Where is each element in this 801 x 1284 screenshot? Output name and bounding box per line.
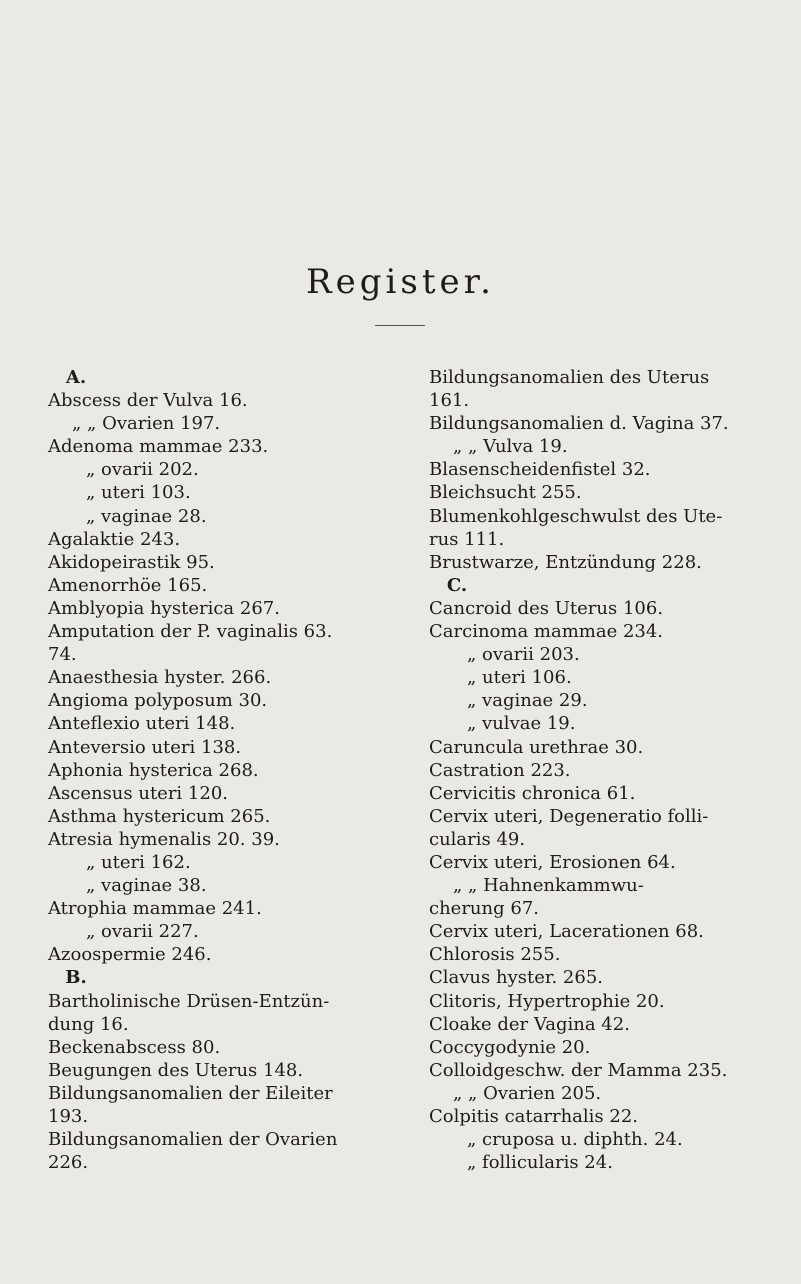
index-entry: „ „ Ovarien 205. — [453, 1082, 602, 1104]
index-entry: „ vulvae 19. — [467, 713, 576, 735]
index-entry: 74. — [48, 644, 77, 666]
index-entry: Cervicitis chronica 61. — [429, 782, 636, 804]
index-entry: cherung 67. — [429, 898, 539, 920]
index-entry: „ „ Vulva 19. — [453, 436, 568, 458]
index-entry: „ vaginae 38. — [86, 875, 207, 897]
index-entry: Blasenscheidenfistel 32. — [429, 459, 651, 481]
index-entry: Cancroid des Uterus 106. — [429, 597, 664, 619]
index-entry: Bildungsanomalien der Ovarien — [48, 1129, 338, 1151]
index-entry: „ ovarii 202. — [86, 459, 199, 481]
index-entry: Cervix uteri, Lacerationen 68. — [429, 921, 704, 943]
section-heading: A. — [65, 367, 87, 388]
index-entry: Cervix uteri, Erosionen 64. — [429, 851, 676, 873]
index-entry: „ uteri 162. — [86, 851, 191, 873]
index-entry: Beugungen des Uterus 148. — [48, 1059, 304, 1081]
index-entry: Anaesthesia hyster. 266. — [48, 667, 272, 689]
index-entry: Castration 223. — [429, 759, 571, 781]
index-entry: Clitoris, Hypertrophie 20. — [429, 990, 665, 1012]
index-entry: Bleichsucht 255. — [429, 482, 582, 504]
index-entry: „ uteri 103. — [86, 482, 191, 504]
index-entry: cularis 49. — [429, 828, 526, 850]
index-entry: „ ovarii 203. — [467, 644, 580, 666]
left-column — [48, 366, 398, 1174]
index-entry: Amputation der P. vaginalis 63. — [48, 621, 333, 643]
index-entry: Colpitis catarrhalis 22. — [429, 1106, 639, 1127]
index-entry: Asthma hystericum 265. — [48, 805, 271, 827]
index-entry: Colloidgeschw. der Mamma 235. — [429, 1059, 728, 1081]
index-entry: Blumenkohlgeschwulst des Ute- — [429, 505, 723, 527]
index-entry: „ „ Hahnenkammwu- — [453, 875, 644, 897]
index-entry: „ uteri 106. — [467, 667, 572, 689]
index-entry: rus 111. — [429, 528, 505, 550]
index-entry: Ascensus uteri 120. — [48, 782, 228, 804]
title-divider — [375, 325, 425, 326]
index-entry: Cloake der Vagina 42. — [429, 1013, 630, 1035]
index-entry: Abscess der Vulva 16. — [48, 390, 248, 412]
index-entry: „ „ Ovarien 197. — [72, 413, 221, 435]
index-entry: Coccygodynie 20. — [429, 1036, 591, 1058]
index-entry: Bildungsanomalien des Uterus — [429, 367, 710, 388]
index-entry: Akidopeirastik 95. — [48, 551, 215, 573]
index-entry: „ cruposa u. diphth. 24. — [467, 1129, 683, 1151]
index-entry: Caruncula urethrae 30. — [429, 736, 644, 758]
index-entry: Atresia hymenalis 20. 39. — [48, 828, 280, 850]
index-entry: „ follicularis 24. — [467, 1152, 613, 1174]
page-title: Register. — [306, 262, 495, 302]
index-entry: Adenoma mammae 233. — [48, 436, 269, 458]
right-column — [429, 366, 779, 1174]
index-entry: Azoospermie 246. — [48, 944, 212, 966]
index-entry: „ ovarii 227. — [86, 921, 199, 943]
index-entry: Cervix uteri, Degeneratio folli- — [429, 805, 709, 827]
index-entry: Chlorosis 255. — [429, 944, 561, 966]
index-entry: Bildungsanomalien d. Vagina 37. — [429, 413, 729, 435]
index-entry: Amblyopia hysterica 267. — [48, 597, 280, 619]
index-entry: „ vaginae 28. — [86, 505, 207, 527]
index-entry: Bildungsanomalien der Eileiter — [48, 1082, 333, 1104]
index-entry: 161. — [429, 390, 470, 412]
index-entry: Anteflexio uteri 148. — [48, 713, 236, 735]
index-entry: Agalaktie 243. — [48, 528, 181, 550]
index-entry: Brustwarze, Entzündung 228. — [429, 551, 702, 573]
index-entry: Anteversio uteri 138. — [48, 736, 242, 758]
index-entry: Clavus hyster. 265. — [429, 967, 604, 989]
section-heading: B. — [65, 967, 87, 989]
index-entry: Carcinoma mammae 234. — [429, 621, 664, 643]
index-entry: dung 16. — [48, 1013, 129, 1035]
index-entry: „ vaginae 29. — [467, 690, 588, 712]
index-entry: Beckenabscess 80. — [48, 1036, 221, 1058]
index-entry: 226. — [48, 1152, 89, 1174]
index-entry: Angioma polyposum 30. — [48, 690, 268, 712]
section-heading: C. — [446, 574, 468, 596]
index-entry: Bartholinische Drüsen-Entzün- — [48, 990, 330, 1012]
index-entry: Atrophia mammae 241. — [48, 898, 262, 920]
index-entry: Amenorrhöe 165. — [48, 574, 208, 596]
index-entry: Aphonia hysterica 268. — [48, 759, 259, 781]
index-entry: 193. — [48, 1106, 89, 1127]
